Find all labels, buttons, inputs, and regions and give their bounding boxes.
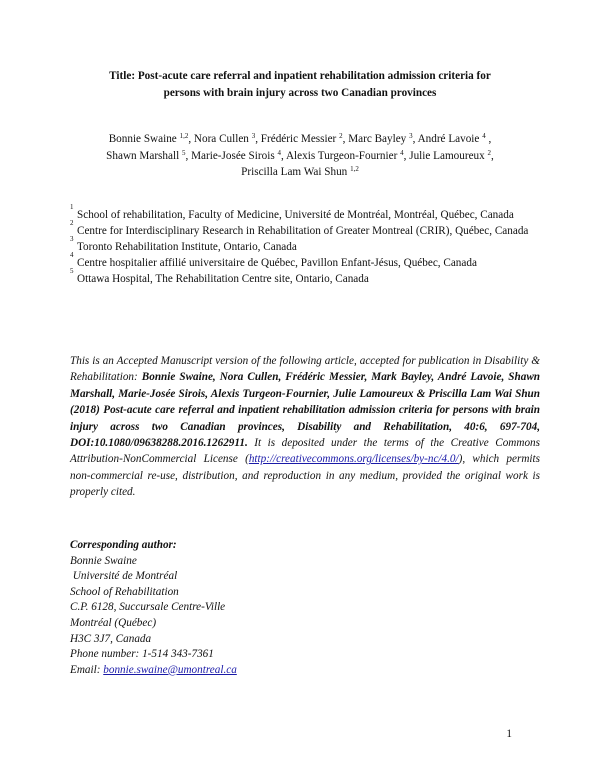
author-affil-sup: 1,2 [179, 132, 189, 140]
affiliation-item [70, 203, 540, 223]
author-affil-sup: 2 [487, 148, 492, 157]
author-name: Alexis Turgeon-Fournier [285, 149, 398, 162]
corresponding-line: Phone number: 1-514 343-7361 [70, 648, 214, 661]
corresponding-line: C.P. 6128, Succursale Centre-Ville [70, 601, 226, 614]
author-line-1: Bonnie Swaine $^{1,2}$, Nora Cullen $^3$, Frédéric Messier $^2$, Marc Bayley $^3$, André Lavoie $^4$ , [108, 132, 492, 145]
notice-intro: This is an Accepted Manuscript version of the following article, accepted for publication in Disability & Rehabilitation: [70, 355, 540, 384]
license-link[interactable]: http://creativecommons.org/licenses/by-nc/4.0/ [248, 453, 459, 466]
affiliation-text: Ottawa Hospital, The Rehabilitation Centre site, Ontario, Canada [77, 273, 369, 285]
author-affil-sup: 3 [409, 132, 413, 140]
affiliation-text: Toronto Rehabilitation Institute, Ontario, Canada [77, 241, 297, 253]
author-affil-sup: 1,2 [350, 165, 359, 173]
affiliation-number: 1 [70, 203, 74, 211]
corresponding-line: Université de Montréal [70, 570, 178, 583]
affiliation-number: 2 [70, 219, 74, 227]
author-line-3 [70, 164, 530, 181]
affiliation-text: Centre for Interdisciplinary Research in Rehabilitation of Greater Montreal (CRIR), Québec, Canada [77, 225, 529, 237]
notice-license-pre: It is deposited under the terms of the Creative Commons Attribution-NonCommercial License ( [70, 437, 540, 466]
corresponding-line: School of Rehabilitation [70, 585, 179, 598]
notice-license-post: ), which permits non-commercial re-use, distribution, and reproduction in any medium, provided the original work is properly cited. [70, 453, 540, 499]
corresponding-line: Montréal (Québec) [70, 616, 157, 629]
affiliation-item [70, 251, 540, 271]
title-line-1: Title: Post-acute care referral and inpatient rehabilitation admission criteria for [109, 70, 491, 82]
author-affil-sup: 4 [277, 148, 281, 157]
corresponding-heading: Corresponding author: [70, 539, 177, 551]
affiliation-item [70, 219, 540, 239]
author-list [70, 131, 530, 181]
author-name: Julie Lamoureux [409, 149, 485, 162]
corresponding-line: Bonnie Swaine [70, 554, 137, 567]
author-name: André Lavoie [417, 133, 480, 145]
author-name: Marie-Josée Sirois [191, 149, 275, 162]
email-label: Email: [70, 663, 104, 676]
corresponding-author-block [70, 538, 540, 678]
author-name: Shawn Marshall [106, 149, 180, 162]
affiliation-text: School of rehabilitation, Faculty of Medicine, Université de Montréal, Montréal, Québec, Canada [77, 209, 514, 221]
author-line-2: Shawn Marshall $^5$, Marie-Josée Sirois $^4$, Alexis Turgeon-Fournier $^4$, Julie Lamoureux $^2$, [106, 148, 494, 162]
title-line-2: persons with brain injury across two Canadian provinces [163, 87, 437, 99]
paper-title [60, 68, 540, 102]
affiliation-list [70, 203, 540, 287]
author-affil-sup: 4 [482, 132, 486, 140]
affiliation-number: 4 [70, 251, 74, 259]
notice-citation: Bonnie Swaine, Nora Cullen, Frédéric Messier, Mark Bayley, André Lavoie, Shawn Marshall, Marie-Josée Sirois, Alexis Turgeon-Fournier, Julie Lamoureux & Priscilla Lam Wai Shun (2018) Post-acute care referral and inpatient rehabilitation admission criteria for persons with brain injury across two Canadian provinces, Disability and Rehabilitation, 40:6, 697-704, DOI:10.1080/09638288.2016.1262911. [70, 371, 541, 450]
affiliation-number: 5 [70, 267, 74, 275]
affiliation-number: 3 [70, 235, 74, 243]
corresponding-line: H3C 3J7, Canada [70, 632, 152, 645]
accepted-manuscript-notice [70, 353, 540, 501]
author-name: Nora Cullen [193, 133, 249, 145]
author-affil-sup: 5 [182, 148, 186, 157]
author-affil-sup: 2 [339, 132, 343, 140]
page-number: 1 [506, 728, 512, 740]
affiliation-item [70, 235, 540, 255]
author-affil-sup: 3 [251, 132, 256, 140]
email-line [70, 663, 540, 679]
affiliation-item [70, 267, 540, 287]
author-name: Frédéric Messier [260, 133, 337, 145]
author-affil-sup: 4 [400, 148, 404, 157]
author-name: Marc Bayley [348, 133, 407, 145]
affiliation-text: Centre hospitalier affilié universitaire de Québec, Pavillon Enfant-Jésus, Québec, Canada [77, 257, 477, 269]
author-name: Bonnie Swaine [108, 133, 177, 145]
author-name: Priscilla Lam Wai Shun [241, 166, 348, 178]
email-link[interactable]: bonnie.swaine@umontreal.ca [103, 663, 237, 676]
